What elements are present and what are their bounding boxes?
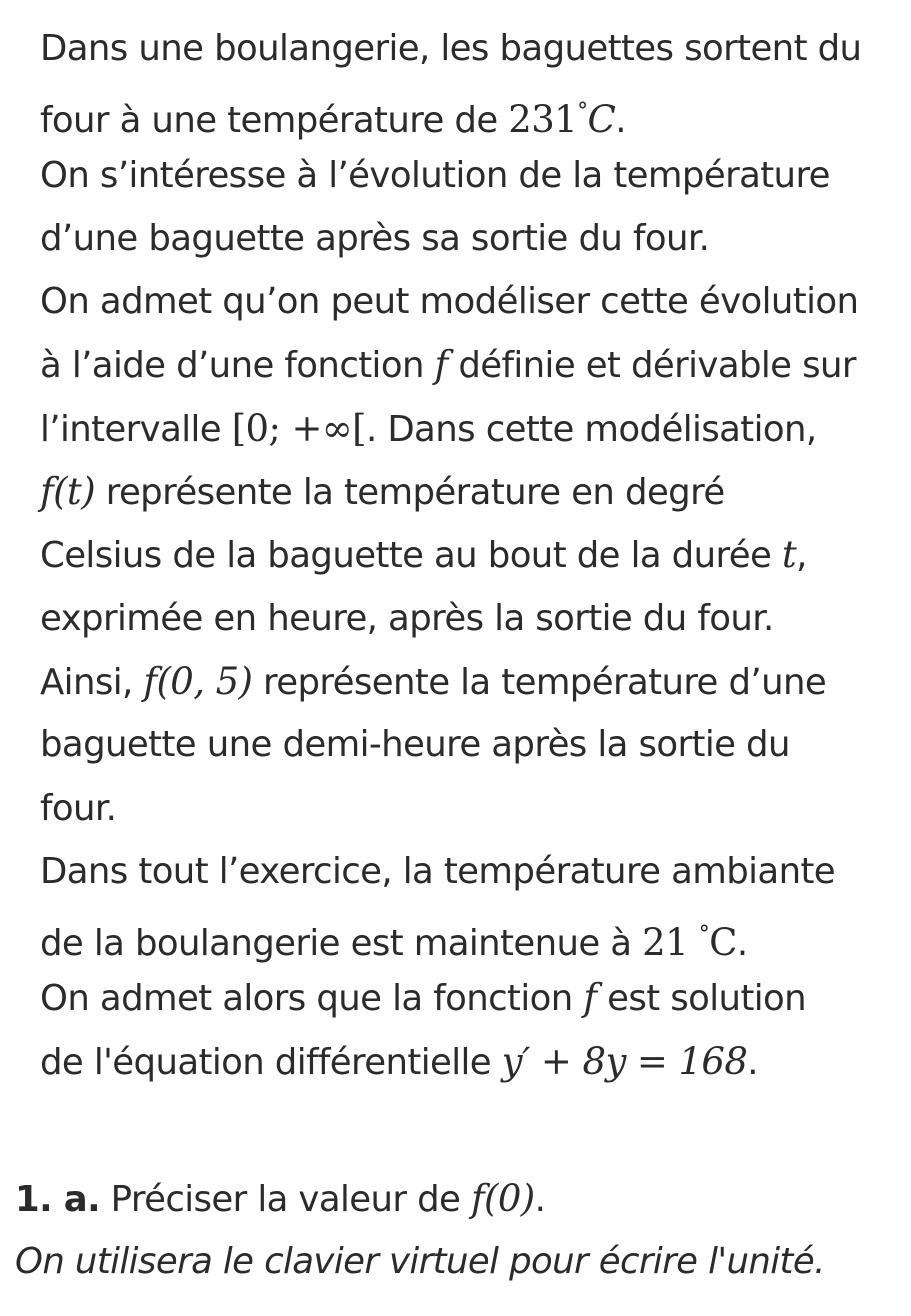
statement-text: exprimée en heure, après la sortie du four. — [40, 597, 774, 639]
statement-line — [40, 903, 905, 966]
statement-line — [40, 144, 905, 207]
statement-text: . — [747, 1041, 758, 1083]
statement-line — [40, 397, 905, 460]
statement-text: , — [796, 535, 807, 577]
statement-line — [40, 207, 905, 270]
degree-symbol: ° — [698, 922, 710, 948]
question-prompt — [15, 1167, 905, 1230]
question-block — [15, 1167, 905, 1293]
statement-line — [40, 650, 905, 713]
statement-line — [40, 966, 905, 1029]
math-differential-equation: y′ + 8y = 168 — [501, 1039, 748, 1083]
math-f-of-t: f(t) — [40, 470, 96, 514]
statement-line — [40, 270, 905, 333]
statement-text: l’intervalle — [40, 408, 232, 450]
math-variable-t: t — [781, 533, 797, 577]
statement-text: Dans une boulangerie, les baguettes sortent du — [40, 28, 862, 69]
statement-text: baguette une demi-heure après la sortie du — [40, 724, 790, 766]
math-temperature-value: 231 — [508, 98, 578, 142]
hint-text: On utilisera le clavier virtuel pour écrire l'unité. — [15, 1241, 825, 1282]
statement-text: . — [736, 923, 748, 965]
statement-text: de l'équation différentielle — [40, 1041, 502, 1083]
math-unit: C — [709, 921, 737, 965]
math-function-f: f — [434, 343, 448, 387]
statement-line — [40, 523, 905, 586]
math-interval: [0; +∞[ — [231, 406, 366, 450]
statement-text: représente la température d’une — [252, 661, 827, 703]
statement-line — [40, 840, 905, 903]
statement-text: On s’intéresse à l’évolution de la température — [40, 154, 830, 196]
statement-line — [40, 1030, 905, 1093]
statement-line — [40, 17, 905, 80]
statement-text: Dans tout l’exercice, la température ambiante — [40, 850, 836, 892]
question-text: . — [534, 1179, 546, 1220]
statement-text: On admet alors que la fonction — [40, 978, 584, 1020]
statement-text: définie et dérivable sur — [447, 345, 856, 387]
degree-symbol: ° — [577, 99, 588, 125]
math-ambient-temperature: 21 — [642, 921, 689, 965]
statement-line — [40, 777, 905, 840]
math-f-of-half: f(0, 5) — [143, 659, 253, 703]
math-unit: C — [587, 98, 616, 142]
statement-line — [40, 587, 905, 650]
statement-line — [40, 460, 905, 523]
question-hint — [15, 1230, 905, 1293]
statement-text: d’une baguette après sa sortie du four. — [40, 217, 710, 259]
statement-text: . Dans cette modélisation, — [365, 408, 817, 450]
statement-text: à l’aide d’une fonction — [40, 345, 435, 387]
math-f-of-zero: f(0) — [470, 1177, 535, 1220]
statement-text: Ainsi, — [40, 661, 144, 703]
statement-text: four à une température de — [40, 100, 509, 142]
statement-line — [40, 713, 905, 776]
statement-text: représente la température en degré — [95, 472, 725, 514]
statement-line — [40, 333, 905, 396]
statement-text: de la boulangerie est maintenue à — [40, 923, 643, 965]
statement-line — [40, 80, 905, 143]
math-function-f: f — [583, 976, 597, 1020]
statement-text: est solution — [596, 978, 807, 1020]
statement-text: four. — [40, 787, 117, 829]
statement-text: . — [615, 100, 626, 142]
question-text: Préciser la valeur de — [100, 1179, 471, 1220]
statement-text: Celsius de la baguette au bout de la durée — [40, 535, 782, 577]
exercise-statement — [40, 17, 905, 1093]
question-number: 1. a. — [15, 1179, 100, 1220]
statement-text: On admet qu’on peut modéliser cette évolution — [40, 281, 859, 323]
